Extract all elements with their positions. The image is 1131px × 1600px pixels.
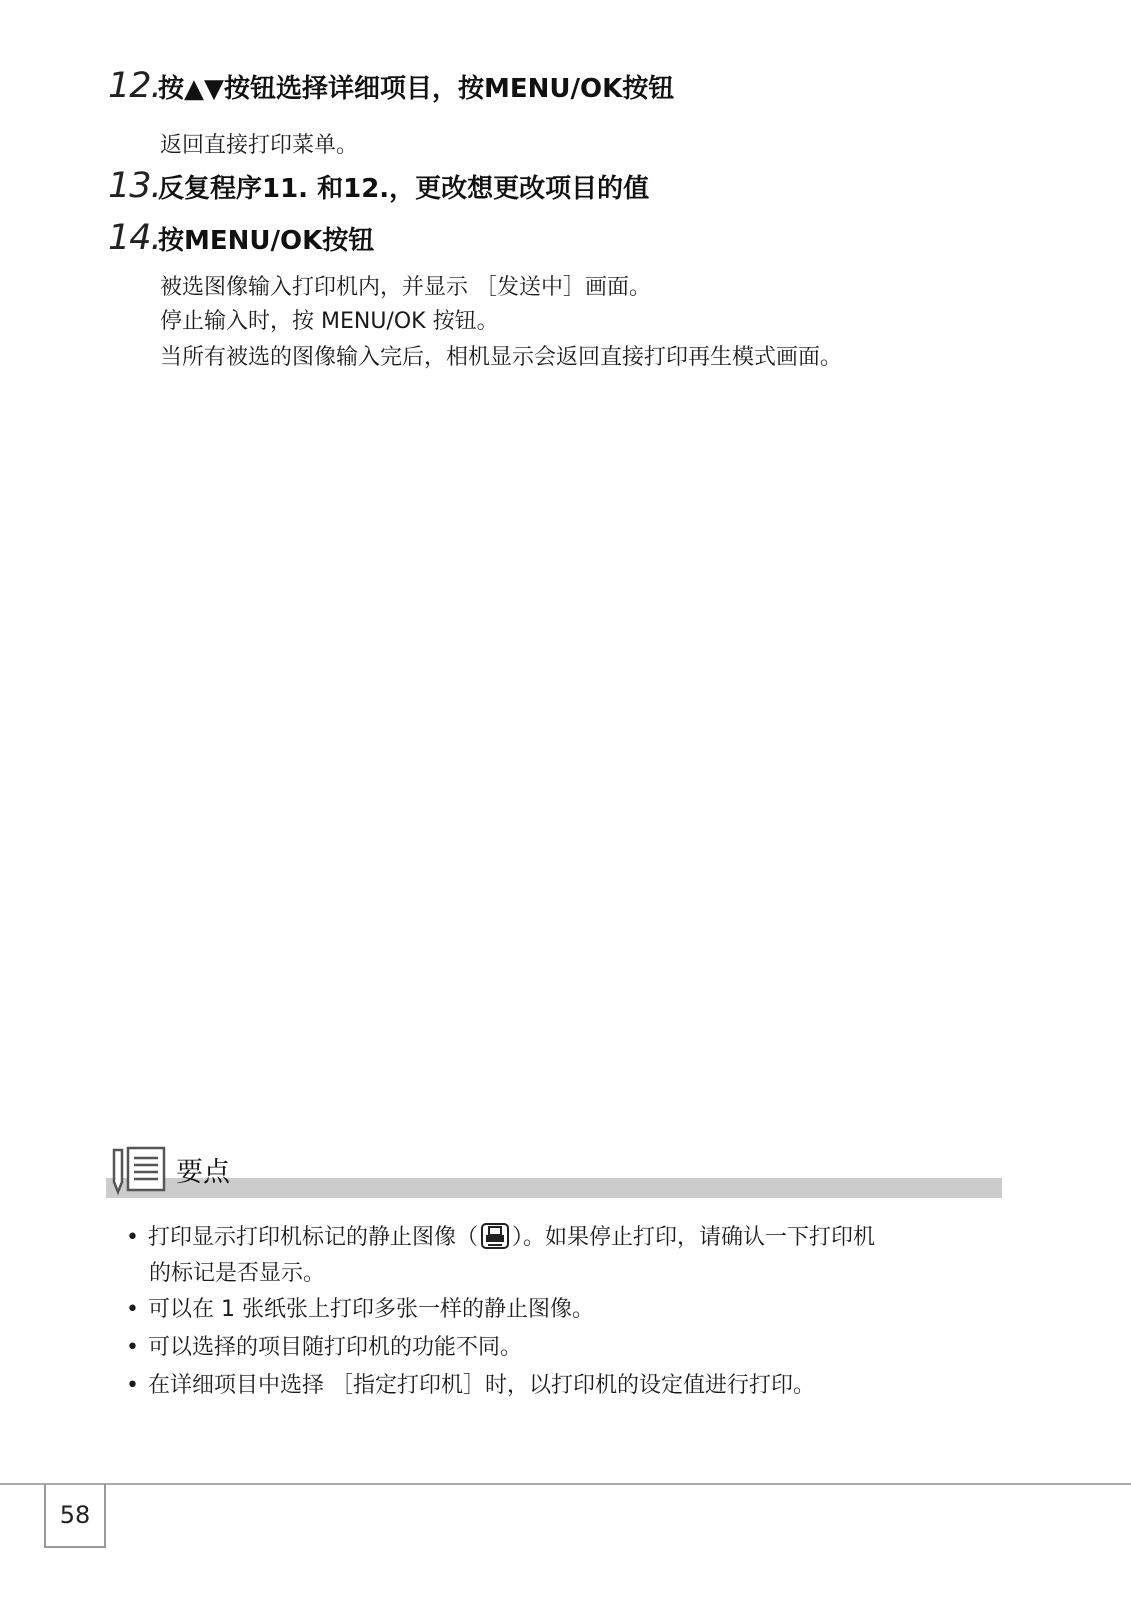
footer-divider — [0, 1483, 1131, 1485]
bullet-text: 打印显示打印机标记的静止图像（ — [148, 1225, 479, 1250]
step-14-text-line: 停止输入时，按 MENU/OK 按钮。 — [160, 309, 499, 334]
bullet-dot: • — [126, 1297, 139, 1322]
bullet-text: 在详细项目中选择 ［指定打印机］时，以打印机的设定值进行打印。 — [148, 1373, 815, 1398]
step-title: 按MENU/OK按钮 — [158, 226, 375, 256]
tip-bullet-continuation: 的标记是否显示。 — [149, 1261, 326, 1286]
tip-header — [106, 1142, 1002, 1198]
step-13-heading — [108, 166, 649, 206]
step-number: 13. — [108, 166, 161, 206]
step-title: 反复程序11. 和12.，更改想更改项目的值 — [158, 174, 650, 204]
step-number: 12. — [108, 66, 161, 106]
step-12-heading — [108, 66, 674, 106]
step-14-text-line: 当所有被选的图像输入完后，相机显示会返回直接打印再生模式画面。 — [160, 345, 843, 370]
bullet-dot: • — [126, 1373, 139, 1398]
tip-header-bar — [106, 1178, 1002, 1198]
step-14-text-line: 被选图像输入打印机内，并显示 ［发送中］画面。 — [160, 275, 651, 300]
tip-bullet — [126, 1368, 815, 1399]
tip-bullet — [126, 1220, 875, 1251]
step-number: 14. — [108, 218, 161, 258]
bullet-text: ）。如果停止打印，请确认一下打印机 — [512, 1225, 876, 1250]
tip-title: 要点 — [176, 1157, 230, 1188]
tip-bullet — [126, 1292, 594, 1323]
step-14-heading — [108, 218, 374, 258]
step-title: 按▲▼按钮选择详细项目，按MENU/OK按钮 — [158, 74, 675, 104]
page-number: 58 — [44, 1484, 106, 1548]
bullet-text: 可以选择的项目随打印机的功能不同。 — [148, 1335, 523, 1360]
tip-bullet — [126, 1330, 522, 1361]
bullet-dot: • — [126, 1335, 139, 1360]
memo-pencil-icon — [110, 1144, 168, 1196]
print-mark-icon — [480, 1222, 510, 1250]
bullet-text: 可以在 1 张纸张上打印多张一样的静止图像。 — [148, 1297, 594, 1322]
bullet-dot: • — [126, 1225, 139, 1250]
step-12-text: 返回直接打印菜单。 — [160, 133, 359, 158]
